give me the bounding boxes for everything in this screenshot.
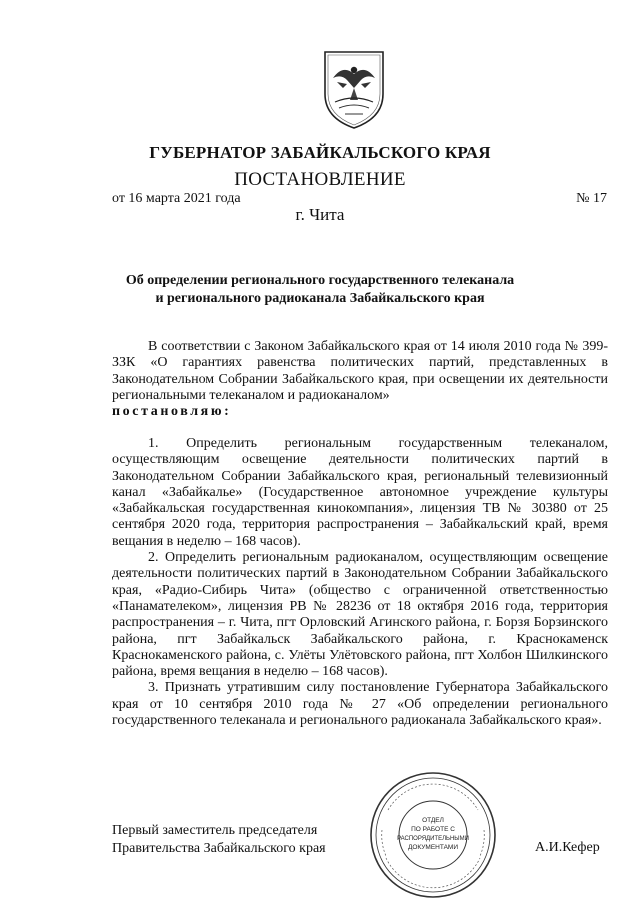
signatory-name: А.И.Кефер [535, 840, 600, 855]
preamble-text: В соответствии с Законом Забайкальского края от 14 июля 2010 года № 399-ЗЗК «О гарантиях равенства политических партий, представленных в Законодательном Собрании Забайкальского края, при освещении их деятельности региональными телеканалом и радиоканалом» [112, 339, 608, 403]
preamble [112, 339, 608, 420]
official-stamp [368, 770, 498, 900]
decree-item-1: 1. Определить региональным государственным телеканалом, осуществляющим освещение деятельности политических партий в Законодательном Собрании Забайкальского края, региональный телевизионный канал «Забайкалье» (Государственное автономное учреждение культуры «Забайкальская государственная кинокомпания», лицензия ТВ № 30380 от 25 сентября 2020 года, территория распространения – Забайкальский край, время вещания в неделю – 168 часов). [112, 436, 608, 549]
document-title [60, 272, 580, 308]
stamp-line-2: ПО РАБОТЕ С [411, 826, 455, 833]
decree-item-2: 2. Определить региональным радиоканалом, осуществляющим освещение деятельности политических партий в Законодательном Собрании Забайкальского края, «Радио-Сибирь Чита» (общество с ограниченной ответственностью «Панамателеком», лицензия РВ № 28236 от 18 октября 2016 года, территория распространения – г. Чита, пгт Орловский Агинского района, г. Борзя Борзинского района, пгт Забайкальск Забайкальского района, г. Краснокаменск Краснокаменского района, с. Улёты Улётовского района, пгт Холбон Шилкинского района, время вещания в неделю – 168 часов). [112, 550, 608, 680]
document-city: г. Чита [295, 205, 345, 224]
title-line-2: и регионального радиоканала Забайкальского края [155, 291, 485, 306]
title-line-1: Об определении регионального государственного телеканала [125, 273, 515, 288]
document-date: от 16 марта 2021 года [112, 191, 241, 206]
signatory-position [112, 822, 326, 858]
issuer-title: ГУБЕРНАТОР ЗАБАЙКАЛЬСКОГО КРАЯ [149, 143, 491, 162]
stamp-line-4: ДОКУМЕНТАМИ [407, 844, 459, 851]
document-number: № 17 [576, 191, 607, 206]
signatory-position-line-1: Первый заместитель председателя [112, 823, 318, 838]
decree-item-3: 3. Признать утратившим силу постановление Губернатора Забайкальского края от 10 сентября 2010 года № 27 «Об определении регионального государственного телеканала и регионального радиоканала Забайкальского края». [112, 680, 608, 729]
coat-of-arms-emblem [321, 48, 387, 130]
stamp-line-1: ОТДЕЛ [422, 817, 444, 824]
document-type: ПОСТАНОВЛЕНИЕ [234, 169, 406, 190]
decree-items [112, 436, 608, 729]
decree-word: постановляю: [112, 404, 232, 420]
stamp-line-3: РАСПОРЯДИТЕЛЬНЫМИ [397, 836, 469, 842]
signatory-position-line-2: Правительства Забайкальского края [112, 841, 326, 856]
